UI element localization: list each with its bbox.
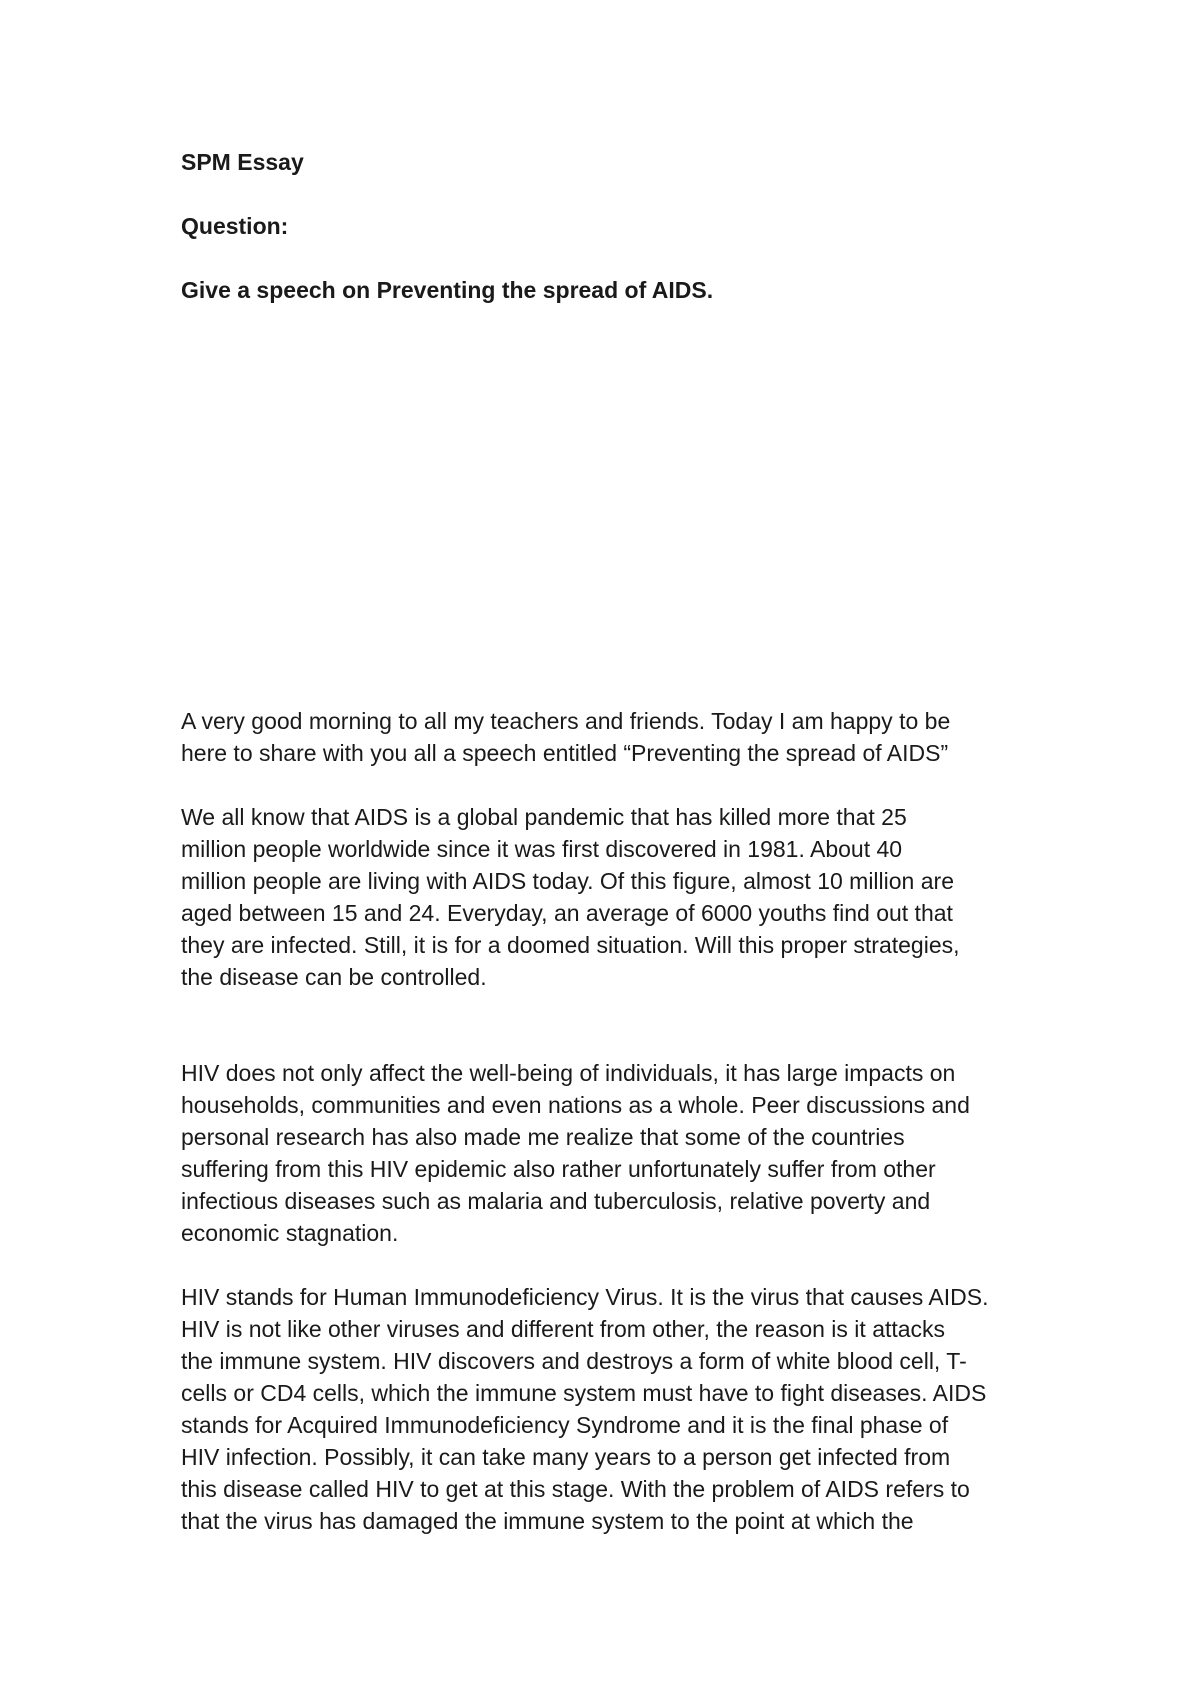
paragraph-impacts: [181, 1057, 1041, 1249]
question-text: Give a speech on Preventing the spread of AIDS.: [181, 277, 714, 303]
document-header: SPM Essay: [181, 149, 304, 175]
paragraph-line: suffering from this HIV epidemic also rather unfortunately suffer from other: [181, 1156, 936, 1182]
paragraph-line: HIV does not only affect the well-being of individuals, it has large impacts on: [181, 1060, 956, 1086]
paragraph-line: A very good morning to all my teachers and friends. Today I am happy to be: [181, 708, 951, 734]
paragraph-line: economic stagnation.: [181, 1220, 399, 1246]
paragraph-line: cells or CD4 cells, which the immune system must have to fight diseases. AIDS: [181, 1380, 987, 1406]
paragraph-line: here to share with you all a speech entitled “Preventing the spread of AIDS”: [181, 740, 949, 766]
paragraph-greeting: [181, 705, 1041, 769]
paragraph-line: million people are living with AIDS today. Of this figure, almost 10 million are: [181, 868, 954, 894]
paragraph-statistics: [181, 801, 1041, 993]
paragraph-line: they are infected. Still, it is for a doomed situation. Will this proper strategies,: [181, 932, 960, 958]
paragraph-line: aged between 15 and 24. Everyday, an average of 6000 youths find out that: [181, 900, 953, 926]
paragraph-line: households, communities and even nations as a whole. Peer discussions and: [181, 1092, 970, 1118]
paragraph-definition: [181, 1281, 1041, 1537]
paragraph-line: the disease can be controlled.: [181, 964, 487, 990]
paragraph-line: We all know that AIDS is a global pandemic that has killed more that 25: [181, 804, 907, 830]
paragraph-line: stands for Acquired Immunodeficiency Syndrome and it is the final phase of: [181, 1412, 949, 1438]
paragraph-line: HIV is not like other viruses and different from other, the reason is it attacks: [181, 1316, 946, 1342]
question-label: Question:: [181, 213, 289, 239]
paragraph-line: this disease called HIV to get at this stage. With the problem of AIDS refers to: [181, 1476, 970, 1502]
paragraph-line: the immune system. HIV discovers and destroys a form of white blood cell, T-: [181, 1348, 967, 1374]
paragraph-line: personal research has also made me realize that some of the countries: [181, 1124, 905, 1150]
paragraph-line: HIV stands for Human Immunodeficiency Virus. It is the virus that causes AIDS.: [181, 1284, 989, 1310]
paragraph-line: infectious diseases such as malaria and tuberculosis, relative poverty and: [181, 1188, 931, 1214]
paragraph-line: HIV infection. Possibly, it can take many years to a person get infected from: [181, 1444, 951, 1470]
paragraph-line: million people worldwide since it was first discovered in 1981. About 40: [181, 836, 903, 862]
paragraph-line: that the virus has damaged the immune system to the point at which the: [181, 1508, 914, 1534]
